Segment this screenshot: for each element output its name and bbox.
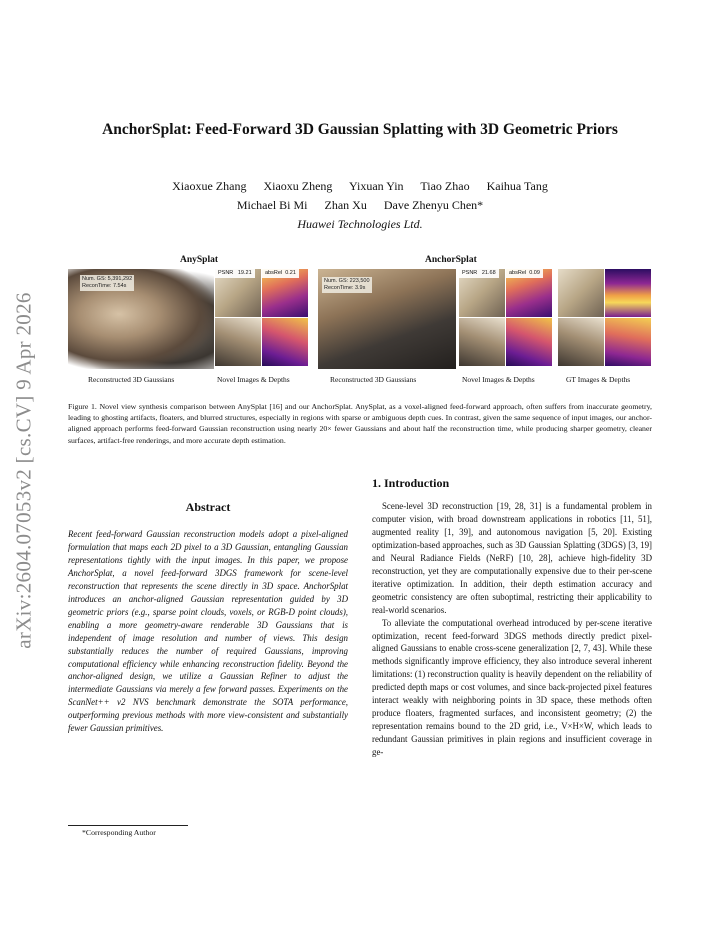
figure-caption: Figure 1. Novel view synthesis comparison between AnySplat [16] and our AnchorSplat. AnySplat, as a voxel-aligned feed-forward approach, often suffers from inaccurate geometry, leading to ghosting artifacts, floaters, and blurred structures, especially in regions with sparse or ambiguous depth cues. In contrast, given the same sequence of input images, our anchor-aligned approach performs feed-forward Gaussian reconstruction using nearly 20× fewer Gaussians and about half the reconstruction time, while producing sharper geometry, cleaner surfaces, artifact-free renderings, and more accurate depth estimation. (68, 402, 652, 445)
intro-paragraph-2: To alleviate the computational overhead introduced by per-scene iterative optimization, recent feed-forward 3DGS methods directly predict pixel-aligned Gaussians to enable cross-scene generalization [2, 7, 43]. While these methods significantly improve efficiency, they also introduce several inherent limitations: (1) reconstruction quality is heavily dependent on the reliability of predicted depth maps or cost volumes, and since back-projected pixel features interact weakly with neighboring points in 3D space, these methods often produce floaters, fragmented surfaces, and inconsistent geometry; (2) the representation remains bound to the 2D grid, i.e., V×H×W, which leads to redundant Gaussian primitives in plain regions and insufficient coverage in ge- (372, 617, 652, 758)
figure-subcaption: Reconstructed 3D Gaussians (88, 375, 175, 384)
anysplat-header: AnySplat (180, 255, 219, 265)
abstract-column (68, 500, 348, 735)
author-name: Xiaoxue Zhang (172, 179, 247, 193)
anchorsplat-novel-image-1 (459, 269, 505, 317)
anchorsplat-num-gs: Num. GS: 223,500 (324, 278, 370, 284)
gt-image-2 (558, 318, 604, 366)
anysplat-stats (80, 275, 134, 291)
arxiv-stamp (6, 265, 42, 675)
teaser-figure (68, 255, 652, 387)
abstract-heading: Abstract (185, 500, 231, 514)
gt-depth-1 (605, 269, 651, 317)
figure-subcaption: GT Images & Depths (566, 375, 631, 384)
author-name: Yixuan Yin (349, 179, 404, 193)
arxiv-stamp-text: arXiv:2604.07053v2 [cs.CV] 9 Apr 2026 (11, 291, 36, 649)
anysplat-absrel: absRel 0.21 (262, 269, 299, 278)
anchorsplat-recon-time: ReconTime: 3.9s (324, 285, 366, 291)
anchorsplat-depth-1 (506, 269, 552, 317)
anysplat-depth-1 (262, 269, 308, 317)
anysplat-num-gs: Num. GS: 5,391,292 (82, 276, 133, 282)
footnote-rule (68, 825, 188, 826)
anysplat-recon-time: ReconTime: 7.54s (82, 283, 127, 289)
anchorsplat-gaussians-image (318, 269, 456, 369)
anysplat-novel-image-2 (215, 318, 261, 366)
author-name: Xiaoxu Zheng (263, 179, 333, 193)
anchorsplat-depth-2 (506, 318, 552, 366)
anchorsplat-absrel: absRel 0.09 (506, 269, 543, 278)
paper-title: AnchorSplat: Feed-Forward 3D Gaussian Splatting with 3D Geometric Priors (102, 121, 618, 138)
anchorsplat-novel-image-2 (459, 318, 505, 366)
author-block (60, 177, 660, 234)
author-name: Kaihua Tang (486, 179, 548, 193)
anchorsplat-header: AnchorSplat (425, 255, 477, 265)
author-name: Zhan Xu (324, 198, 367, 212)
author-name: Dave Zhenyu Chen* (383, 198, 484, 212)
intro-paragraph-1: Scene-level 3D reconstruction [19, 28, 31] is a fundamental problem in computer vision, with broad downstream applications in robotics [11, 51], augmented reality [1, 39], and autonomous navigation [5, 20]. Existing optimization-based approaches, such as 3D Gaussian Splatting (3DGS) [3, 19] and Neural Radiance Fields (NeRF) [10, 28], achieve high-fidelity 3D reconstruction, yet they are computationally expensive due to their per-scene iterative optimization. In addition, their depth estimation accuracy and geometric consistency are often suboptimal, restricting their applicability to real-world scenarios. (372, 501, 652, 615)
figure-subcaption: Novel Images & Depths (217, 375, 290, 384)
anysplat-novel-image-1 (215, 269, 261, 317)
anysplat-psnr: PSNR 19.21 (215, 269, 255, 278)
affiliation: Huawei Technologies Ltd. (297, 217, 423, 231)
authors-line-1 (60, 177, 660, 196)
anchorsplat-psnr: PSNR 21.68 (459, 269, 499, 278)
anysplat-depth-2 (262, 318, 308, 366)
abstract-text: Recent feed-forward Gaussian reconstruction models adopt a pixel-aligned formulation that maps each 2D pixel to a 3D Gaussian, entangling Gaussian representations tightly with the input images. In this paper, we propose AnchorSplat, a novel feed-forward 3DGS framework for scene-level reconstruction that represents the scene directly in 3D space. AnchorSplat introduces an anchor-aligned Gaussian representation guided by 3D geometric priors (e.g., sparse point clouds, voxels, or RGB-D point clouds), enabling a more geometry-aware renderable 3D Gaussians that is independent of image resolution and number of views. This design substantially reduces the number of required Gaussians, improving computational efficiency while enhancing reconstruction fidelity. Beyond the anchor-aligned design, we utilize a Gaussian Refiner to adjust the intermediate Gaussians via merely a few forward passes. Experiments on the ScanNet++ v2 NVS benchmark demonstrate the SOTA performance, outperforming previous methods with more view-consistent and substantially fewer Gaussian primitives. (68, 529, 348, 734)
author-name: Michael Bi Mi (236, 198, 308, 212)
figure-subcaption: Reconstructed 3D Gaussians (330, 375, 417, 384)
introduction-column (372, 476, 652, 759)
introduction-heading: 1. Introduction (372, 476, 450, 490)
figure-subcaption: Novel Images & Depths (462, 375, 535, 384)
gt-depth-2 (605, 318, 651, 366)
gt-image-1 (558, 269, 604, 317)
anysplat-gaussians-image (68, 269, 214, 369)
authors-line-2 (60, 196, 660, 215)
footnote: *Corresponding Author (82, 828, 156, 837)
anchorsplat-stats (322, 277, 372, 293)
author-name: Tiao Zhao (420, 179, 470, 193)
